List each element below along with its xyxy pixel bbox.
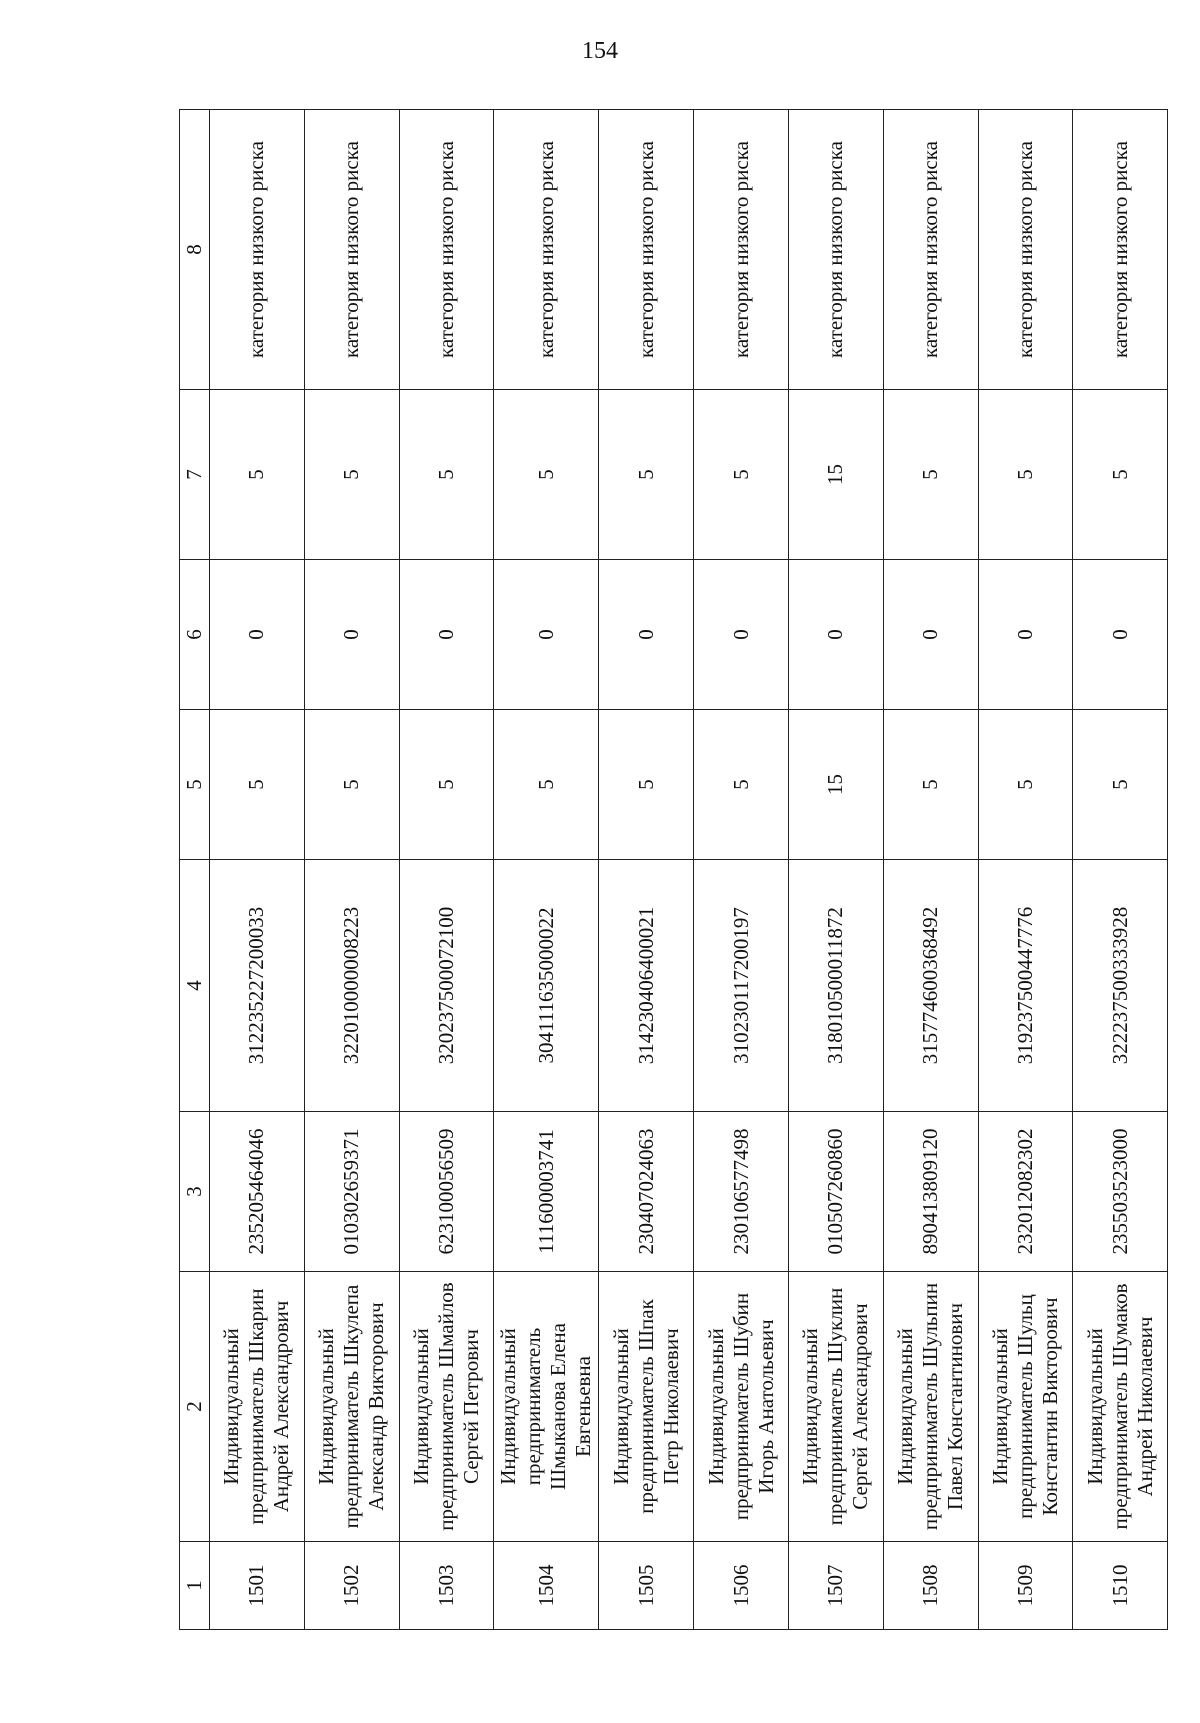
column-6-value: 0 [978, 560, 1073, 710]
table-row [978, 110, 1073, 1630]
column-5-value: 5 [1073, 710, 1168, 860]
column-7-value: 5 [210, 390, 305, 560]
risk-category: категория низкого риска [883, 110, 978, 390]
row-number: 1502 [304, 1542, 399, 1630]
table-row [599, 110, 694, 1630]
column-5-value: 5 [599, 710, 694, 860]
ogrn: 319237500447776 [978, 860, 1073, 1112]
column-7-value: 5 [304, 390, 399, 560]
inn: 623100056509 [399, 1112, 494, 1272]
row-number: 1501 [210, 1542, 305, 1630]
row-number: 1504 [494, 1542, 599, 1630]
risk-category: категория низкого риска [599, 110, 694, 390]
column-5-value: 5 [694, 710, 789, 860]
table-row [883, 110, 978, 1630]
entrepreneur-name: Индивидуальный предприниматель Шмыканова Елена Евгеньевна [494, 1272, 599, 1542]
table-row [1073, 110, 1168, 1630]
entrepreneur-name: Индивидуальный предприниматель Шкарин Андрей Александрович [210, 1272, 305, 1542]
column-header: 3 [180, 1112, 210, 1272]
column-6-value: 0 [788, 560, 883, 710]
header-row [180, 110, 210, 1630]
column-7-value: 5 [883, 390, 978, 560]
registry-table [179, 109, 1168, 1630]
ogrn: 312235227200033 [210, 860, 305, 1112]
entrepreneur-name: Индивидуальный предприниматель Шуклин Сергей Александрович [788, 1272, 883, 1542]
row-number: 1507 [788, 1542, 883, 1630]
column-7-value: 15 [788, 390, 883, 560]
risk-category: категория низкого риска [494, 110, 599, 390]
column-5-value: 5 [304, 710, 399, 860]
column-7-value: 5 [599, 390, 694, 560]
column-7-value: 5 [399, 390, 494, 560]
table-row [304, 110, 399, 1630]
inn: 235205464046 [210, 1112, 305, 1272]
ogrn: 322010000008223 [304, 860, 399, 1112]
ogrn: 304111635000022 [494, 860, 599, 1112]
table-row [210, 110, 305, 1630]
ogrn: 310230117200197 [694, 860, 789, 1112]
risk-category: категория низкого риска [210, 110, 305, 390]
column-5-value: 5 [883, 710, 978, 860]
column-5-value: 5 [210, 710, 305, 860]
column-header: 4 [180, 860, 210, 1112]
column-header: 5 [180, 710, 210, 860]
entrepreneur-name: Индивидуальный предприниматель Шкулепа Александр Викторович [304, 1272, 399, 1542]
column-header: 2 [180, 1272, 210, 1542]
inn: 230407024063 [599, 1112, 694, 1272]
column-header: 8 [180, 110, 210, 390]
entrepreneur-name: Индивидуальный предприниматель Шпак Петр Николаевич [599, 1272, 694, 1542]
column-7-value: 5 [978, 390, 1073, 560]
inn: 111600003741 [494, 1112, 599, 1272]
inn: 010302659371 [304, 1112, 399, 1272]
risk-category: категория низкого риска [694, 110, 789, 390]
table-row [494, 110, 599, 1630]
column-5-value: 5 [978, 710, 1073, 860]
column-6-value: 0 [883, 560, 978, 710]
entrepreneur-name: Индивидуальный предприниматель Шульпин Павел Константинович [883, 1272, 978, 1542]
risk-category: категория низкого риска [788, 110, 883, 390]
inn: 235503523000 [1073, 1112, 1168, 1272]
risk-category: категория низкого риска [399, 110, 494, 390]
risk-category: категория низкого риска [978, 110, 1073, 390]
column-6-value: 0 [1073, 560, 1168, 710]
inn: 890413809120 [883, 1112, 978, 1272]
inn: 010507260860 [788, 1112, 883, 1272]
column-7-value: 5 [694, 390, 789, 560]
risk-category: категория низкого риска [304, 110, 399, 390]
column-6-value: 0 [210, 560, 305, 710]
column-6-value: 0 [304, 560, 399, 710]
column-7-value: 5 [494, 390, 599, 560]
table-row [399, 110, 494, 1630]
entrepreneur-name: Индивидуальный предприниматель Шульц Константин Викторович [978, 1272, 1073, 1542]
column-6-value: 0 [399, 560, 494, 710]
column-6-value: 0 [494, 560, 599, 710]
column-5-value: 5 [399, 710, 494, 860]
entrepreneur-name: Индивидуальный предприниматель Шумаков Андрей Николаевич [1073, 1272, 1168, 1542]
table-row [788, 110, 883, 1630]
column-header: 1 [180, 1542, 210, 1630]
entrepreneur-name: Индивидуальный предприниматель Шмайлов Сергей Петрович [399, 1272, 494, 1542]
inn: 232012082302 [978, 1112, 1073, 1272]
column-header: 7 [180, 390, 210, 560]
column-header: 6 [180, 560, 210, 710]
page-number: 154 [582, 38, 618, 64]
entrepreneur-name: Индивидуальный предприниматель Шубин Игорь Анатольевич [694, 1272, 789, 1542]
column-5-value: 5 [494, 710, 599, 860]
ogrn: 314230406400021 [599, 860, 694, 1112]
ogrn: 320237500072100 [399, 860, 494, 1112]
column-5-value: 15 [788, 710, 883, 860]
row-number: 1506 [694, 1542, 789, 1630]
row-number: 1505 [599, 1542, 694, 1630]
column-6-value: 0 [599, 560, 694, 710]
table-container [179, 110, 1157, 1630]
row-number: 1509 [978, 1542, 1073, 1630]
column-6-value: 0 [694, 560, 789, 710]
row-number: 1508 [883, 1542, 978, 1630]
row-number: 1510 [1073, 1542, 1168, 1630]
column-7-value: 5 [1073, 390, 1168, 560]
row-number: 1503 [399, 1542, 494, 1630]
ogrn: 322237500333928 [1073, 860, 1168, 1112]
ogrn: 315774600368492 [883, 860, 978, 1112]
risk-category: категория низкого риска [1073, 110, 1168, 390]
table-row [694, 110, 789, 1630]
inn: 230106577498 [694, 1112, 789, 1272]
ogrn: 318010500011872 [788, 860, 883, 1112]
